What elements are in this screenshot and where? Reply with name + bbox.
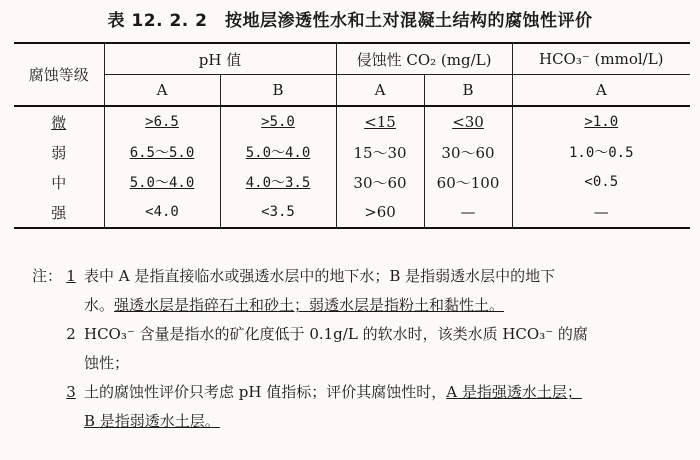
note-text-underlined: 强透水层是指碎石土和砂土；弱透水层是指粉土和黏性土。 xyxy=(114,296,505,314)
corrosion-table xyxy=(14,42,690,229)
note-text: 表中 A 是指直接临水或强透水层中的地下水；B 是指弱透水层中的地下 xyxy=(84,267,556,285)
level-cell: 强 xyxy=(14,197,104,228)
note-number: 2 xyxy=(66,325,76,343)
note-text-cont: 蚀性； xyxy=(84,354,130,372)
ph-b-cell: >5.0 xyxy=(220,106,336,137)
sub-header-ph-b: B xyxy=(220,75,336,107)
header-co2: 侵蚀性 CO₂ (mg/L) xyxy=(336,43,512,75)
co2-b-cell: 30～60 xyxy=(424,137,512,167)
note-text-underlined: A 是指强透水土层； xyxy=(446,383,582,401)
hco3-a-cell: <0.5 xyxy=(584,174,619,190)
level-cell: 中 xyxy=(14,167,104,197)
ph-b-cell: 4.0～3.5 xyxy=(220,167,336,197)
note-text: HCO₃⁻ 含量是指水的矿化度低于 0.1g/L 的软水时，该类水质 HCO₃⁻ 的腐 xyxy=(84,325,588,343)
header-hco3: HCO₃⁻ (mmol/L) xyxy=(512,43,690,75)
header-ph: pH 值 xyxy=(104,43,336,75)
ph-b-cell: 5.0～4.0 xyxy=(220,137,336,167)
ph-a-cell: <4.0 xyxy=(104,197,220,228)
corner-label: 腐蚀等级 xyxy=(14,43,104,106)
table-title: 表 12. 2. 2 按地层渗透性水和土对混凝土结构的腐蚀性评价 xyxy=(107,11,593,31)
ph-a-cell: 5.0～4.0 xyxy=(104,167,220,197)
table-notes xyxy=(14,262,690,436)
ph-a-cell: >6.5 xyxy=(104,106,220,137)
note-text-cont: B 是指弱透水土层。 xyxy=(84,412,220,430)
sub-header-hco3-a: A xyxy=(595,81,607,99)
note-item xyxy=(14,262,690,320)
table-row xyxy=(14,197,690,228)
co2-b-cell: 60～100 xyxy=(424,167,512,197)
note-prefix: 注： xyxy=(31,267,62,285)
hco3-a-cell: — xyxy=(593,203,609,221)
header-row-groups xyxy=(14,43,690,75)
note-number: 3 xyxy=(66,383,76,401)
level-cell: 弱 xyxy=(14,137,104,167)
table-row xyxy=(14,167,690,197)
co2-a-cell: >60 xyxy=(336,197,424,228)
sub-header-ph-a: A xyxy=(104,75,220,107)
note-item xyxy=(14,378,690,436)
level-cell: 微 xyxy=(14,106,104,137)
note-item xyxy=(14,320,690,378)
table-row xyxy=(14,106,690,137)
hco3-a-cell: >1.0 xyxy=(584,114,619,130)
co2-a-cell: <15 xyxy=(336,106,424,137)
sub-header-co2-b: B xyxy=(424,75,512,107)
note-text: 土的腐蚀性评价只考虑 pH 值指标；评价其腐蚀性时， xyxy=(84,383,447,401)
sub-header-co2-a: A xyxy=(336,75,424,107)
note-number: 1 xyxy=(66,267,76,285)
co2-a-cell: 30～60 xyxy=(336,167,424,197)
co2-b-cell: <30 xyxy=(424,106,512,137)
note-text-cont: 水。 xyxy=(84,296,115,314)
co2-a-cell: 15～30 xyxy=(336,137,424,167)
header-row-sub xyxy=(14,75,690,107)
co2-b-cell: — xyxy=(424,197,512,228)
ph-b-cell: <3.5 xyxy=(220,197,336,228)
table-row xyxy=(14,137,690,167)
ph-a-cell: 6.5～5.0 xyxy=(104,137,220,167)
hco3-a-cell: 1.0～0.5 xyxy=(568,145,634,161)
